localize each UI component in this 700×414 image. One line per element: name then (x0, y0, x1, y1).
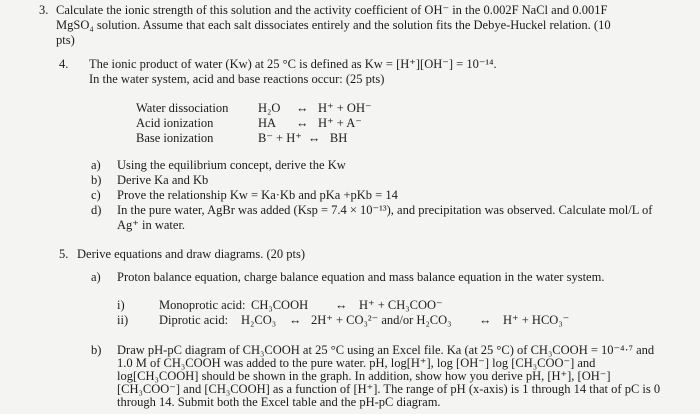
item-text: through 14. Submit both the Excel table and the pH-pC diagram. (117, 395, 441, 409)
question-number: 3. (39, 3, 49, 17)
item-text: 1.0 M of CH₃COOH was added to the pure water. pH, log[H⁺], log [OH⁻] log [CH₃COO⁻] and (117, 356, 596, 370)
acid-row (117, 298, 443, 313)
reaction-lhs: B⁻ + H⁺ (258, 131, 302, 145)
item-label: b) (91, 343, 102, 357)
acid-row (117, 313, 569, 328)
reaction-label: Base ionization (136, 131, 214, 145)
item-text: Derive Ka and Kb (117, 173, 209, 187)
item-text: In the pure water, AgBr was added (Ksp = 7.4 × 10⁻¹³), and precipitation was observed. Calculate mol/L of (117, 203, 653, 217)
acid-name: Monoprotic acid: (159, 298, 246, 312)
reaction-rhs: H⁺ + OH⁻ (318, 101, 372, 115)
question-5-number: 5. (59, 247, 69, 261)
reaction-lhs: H₂O (258, 101, 281, 115)
reaction-row (136, 116, 362, 131)
item-label: a) (91, 158, 101, 172)
reaction-rhs: H⁺ + A⁻ (318, 116, 362, 130)
acid-name: Diprotic acid: (159, 313, 229, 327)
acid-lhs: CH₃COOH (251, 298, 309, 312)
reaction-row (136, 101, 372, 116)
item-text: Using the equilibrium concept, derive the Kw (117, 158, 346, 172)
question-4-line: In the water system, acid and base reactions occur: (25 pts) (89, 72, 385, 86)
item-text: Ag⁺ in water. (117, 218, 186, 232)
item-text: Prove the relationship Kw = Ka·Kb and pKa +pKb = 14 (117, 188, 398, 202)
reaction-row (136, 131, 347, 146)
item-text: Proton balance equation, charge balance equation and mass balance equation in the water system. (117, 270, 605, 284)
equilibrium-arrow-icon: ↔ (307, 131, 321, 145)
acid-rhs: 2H⁺ + CO₃²⁻ and/or H₂CO₃ (311, 313, 452, 327)
question-3-line: Calculate the ionic strength of this solution and the activity coefficient of OH⁻ in the 0.002F NaCl and 0.001F (56, 3, 608, 17)
acid-rhs: H⁺ + CH₃COO⁻ (359, 298, 443, 312)
roman-label: ii) (117, 313, 129, 327)
question-3-line: MgSO₄ solution. Assume that each salt dissociates entirely and the solution fits the Debye-Huckel relation. (10 (56, 18, 611, 32)
reaction-label: Acid ionization (136, 116, 214, 130)
roman-label: i) (117, 298, 125, 312)
item-text: log[CH₃COOH] should be shown in the graph. In addition, show how you derive pH, [H⁺], [OH⁻] (117, 369, 611, 383)
item-label: a) (91, 270, 101, 284)
reaction-rhs: BH (329, 131, 348, 145)
question-4-number: 4. (59, 57, 69, 71)
item-label: d) (91, 203, 102, 217)
acid-rhs-2: H⁺ + HCO₃⁻ (503, 313, 570, 327)
question-4-line: The ionic product of water (Kw) at 25 °C is defined as Kw = [H⁺][OH⁻] = 10⁻¹⁴. (89, 57, 497, 71)
item-text: [CH₃COO⁻] and [CH₃COOH] as a function of [H⁺]. The range of pH (x-axis) is 1 through 14 that of pC is 0 (117, 382, 661, 396)
equilibrium-arrow-icon: ↔ (289, 313, 302, 327)
question-5-heading: Derive equations and draw diagrams. (20 pts) (77, 247, 306, 261)
equilibrium-arrow-icon: ↔ (335, 298, 348, 312)
equilibrium-arrow-icon: ↔ (296, 101, 309, 115)
reaction-lhs: HA (258, 116, 277, 130)
equilibrium-arrow-icon: ↔ (479, 313, 492, 327)
equilibrium-arrow-icon: ↔ (296, 116, 309, 130)
question-3-line: pts) (56, 33, 75, 47)
item-label: b) (91, 173, 102, 187)
acid-lhs: H₂CO₃ (241, 313, 277, 327)
item-label: c) (91, 188, 101, 202)
reaction-label: Water dissociation (136, 101, 229, 115)
item-text: Draw pH-pC diagram of CH₃COOH at 25 °C using an Excel file. Ka (at 25 °C) of CH₃COOH = 10⁻⁴·⁷ and (117, 343, 655, 357)
